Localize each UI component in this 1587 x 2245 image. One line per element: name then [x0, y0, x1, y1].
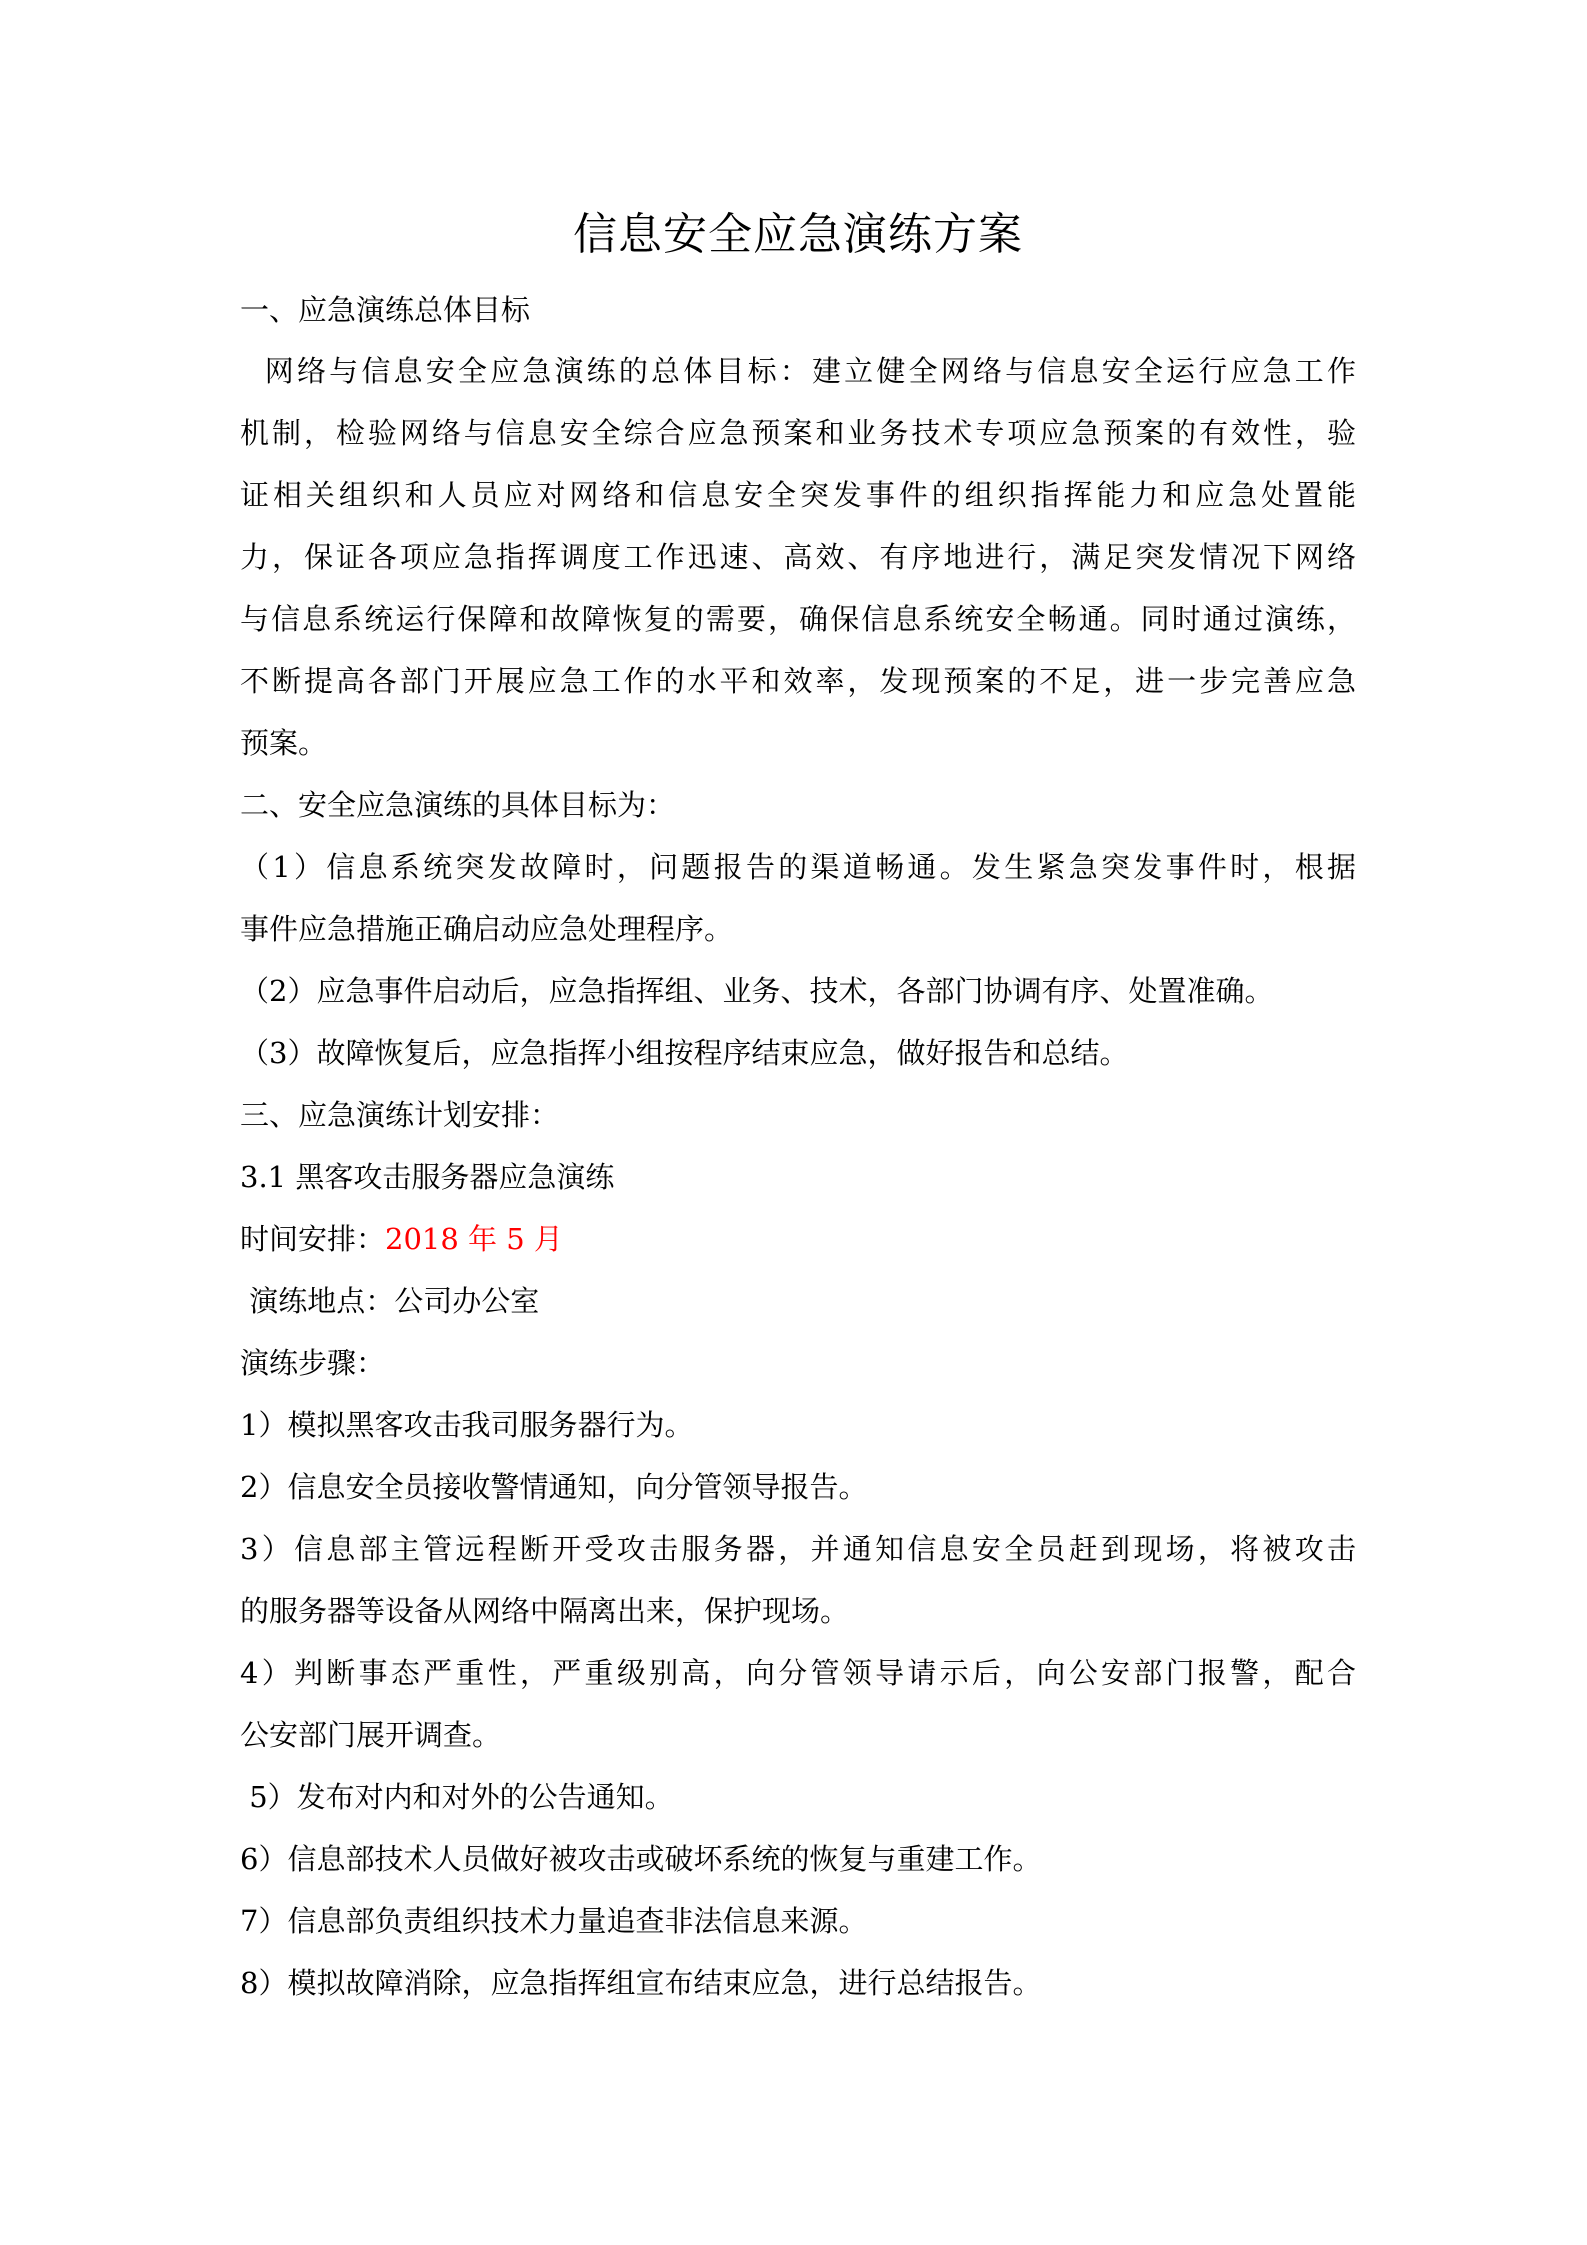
step-3: 3）信息部主管远程断开受攻击服务器，并通知信息安全员赶到现场，将被攻击 — [240, 1532, 1356, 1566]
objective-item-1-cont: 事件应急措施正确启动应急处理程序。 — [240, 912, 734, 946]
section-3-heading: 三、应急演练计划安排： — [240, 1098, 560, 1132]
section-3-1-subheading: 3.1 黑客攻击服务器应急演练 — [240, 1160, 615, 1194]
steps-label: 演练步骤： — [240, 1346, 386, 1380]
step-8: 8）模拟故障消除，应急指挥组宣布结束应急，进行总结报告。 — [240, 1966, 1042, 2000]
objective-item-1: （1）信息系统突发故障时，问题报告的渠道畅通。发生紧急突发事件时，根据 — [240, 850, 1356, 884]
paragraph-line: 不断提高各部门开展应急工作的水平和效率，发现预案的不足，进一步完善应急 — [240, 664, 1356, 698]
step-5: 5）发布对内和对外的公告通知。 — [240, 1780, 674, 1814]
schedule-row — [240, 1219, 1356, 1259]
document-title: 信息安全应急演练方案 — [573, 209, 1023, 260]
step-1: 1）模拟黑客攻击我司服务器行为。 — [240, 1408, 694, 1442]
paragraph-line: 预案。 — [240, 726, 328, 760]
step-7: 7）信息部负责组织技术力量追查非法信息来源。 — [240, 1904, 868, 1938]
paragraph-line: 力，保证各项应急指挥调度工作迅速、高效、有序地进行，满足突发情况下网络 — [240, 540, 1356, 574]
step-3-cont: 的服务器等设备从网络中隔离出来，保护现场。 — [240, 1594, 850, 1628]
paragraph-line: 网络与信息安全应急演练的总体目标：建立健全网络与信息安全运行应急工作 — [240, 354, 1356, 388]
schedule-value: 2018 年 5 月 — [385, 1222, 563, 1256]
schedule-label: 时间安排： — [240, 1222, 386, 1256]
step-4: 4）判断事态严重性，严重级别高，向分管领导请示后，向公安部门报警，配合 — [240, 1656, 1356, 1690]
objective-item-3: （3）故障恢复后，应急指挥小组按程序结束应急，做好报告和总结。 — [240, 1036, 1129, 1070]
paragraph-line: 机制，检验网络与信息安全综合应急预案和业务技术专项应急预案的有效性，验 — [240, 416, 1356, 450]
step-4-cont: 公安部门展开调查。 — [240, 1718, 502, 1752]
section-1-heading: 一、应急演练总体目标 — [240, 293, 531, 327]
objective-item-2: （2）应急事件启动后，应急指挥组、业务、技术，各部门协调有序、处置准确。 — [240, 974, 1274, 1008]
paragraph-line: 与信息系统运行保障和故障恢复的需要，确保信息系统安全畅通。同时通过演练， — [240, 602, 1356, 636]
paragraph-line: 证相关组织和人员应对网络和信息安全突发事件的组织指挥能力和应急处置能 — [240, 478, 1356, 512]
step-6: 6）信息部技术人员做好被攻击或破坏系统的恢复与重建工作。 — [240, 1842, 1042, 1876]
location-row: 演练地点：公司办公室 — [240, 1284, 540, 1318]
step-2: 2）信息安全员接收警情通知，向分管领导报告。 — [240, 1470, 868, 1504]
section-2-heading: 二、安全应急演练的具体目标为： — [240, 788, 676, 822]
